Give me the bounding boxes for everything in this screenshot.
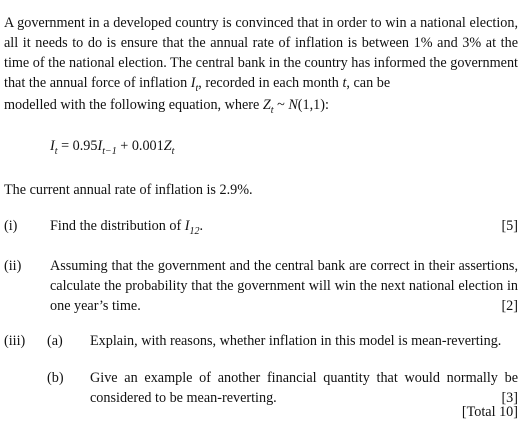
question-text: Assuming that the government and the central bank are correct in their assertions, calculate the probability that the government will win the next national election in one year’s time. bbox=[50, 258, 518, 314]
equation-lhs: I bbox=[50, 138, 55, 154]
equation-lhs-sub: t bbox=[54, 145, 58, 157]
question-body: [5] Find the distribution of $I_{12}$. bbox=[50, 218, 518, 237]
question-text: Explain, with reasons, whether inflation in this model is mean-reverting. bbox=[90, 333, 502, 349]
inflation-equation bbox=[50, 136, 174, 156]
symbol-I12: $I_{12}$ bbox=[184, 218, 200, 237]
intro-text-start: A government in a developed country is convinced that in order to win a national election, all it needs to do is ensure that the annual rate of inflation is between 1% and 3% at the time of the national election. The central bank in the country has informed the government that the annual force of inflation bbox=[4, 15, 518, 91]
sub-question-letter: (a) bbox=[47, 333, 63, 349]
normal-params: (1,1) bbox=[297, 97, 325, 113]
question-number: (ii) bbox=[4, 258, 22, 274]
question-text: Give an example of another financial quantity that would normally be considered to be mean-reverting. bbox=[90, 370, 518, 406]
equation-coefficient: = 0.95 bbox=[57, 138, 98, 154]
symbol-t: t bbox=[342, 75, 347, 91]
intro-paragraph bbox=[4, 13, 518, 93]
symbol-I: $I_t$ bbox=[190, 75, 199, 94]
model-line bbox=[4, 95, 518, 115]
tilde-symbol: ~ bbox=[277, 97, 285, 113]
model-line-text: modelled with the following equation, where bbox=[4, 97, 260, 113]
colon: : bbox=[324, 97, 329, 113]
question-i bbox=[4, 216, 518, 238]
question-iii-a bbox=[4, 331, 518, 353]
question-ii bbox=[4, 256, 518, 318]
question-body bbox=[90, 331, 518, 351]
question-number: (i) bbox=[4, 218, 18, 234]
intro-text-mid: , recorded in each month bbox=[198, 75, 339, 91]
current-rate-text: The current annual rate of inflation is 2.9%. bbox=[4, 182, 253, 198]
marks: [3] bbox=[501, 390, 518, 406]
question-intro bbox=[4, 13, 518, 115]
question-number: (iii) bbox=[4, 333, 26, 349]
question-body bbox=[50, 256, 518, 316]
question-body bbox=[90, 368, 518, 408]
total-marks: [Total 10] bbox=[461, 404, 518, 420]
normal-symbol: N bbox=[288, 97, 298, 113]
equation-plus: + 0.001 bbox=[116, 138, 164, 154]
equation-term1-sub: t−1 bbox=[102, 145, 117, 157]
intro-text-end: , can be bbox=[346, 75, 391, 91]
question-text: Find the distribution of bbox=[50, 218, 182, 234]
marks: [2] bbox=[501, 298, 518, 314]
symbol-Z: $Z_t$ bbox=[262, 97, 274, 116]
equation-term1: I bbox=[97, 138, 103, 154]
question-iii-b bbox=[4, 368, 518, 410]
sub-question-letter: (b) bbox=[47, 370, 64, 386]
equation-term2: Z bbox=[163, 138, 172, 154]
equation-term2-sub: t bbox=[171, 145, 175, 157]
marks: [5] bbox=[501, 218, 518, 234]
